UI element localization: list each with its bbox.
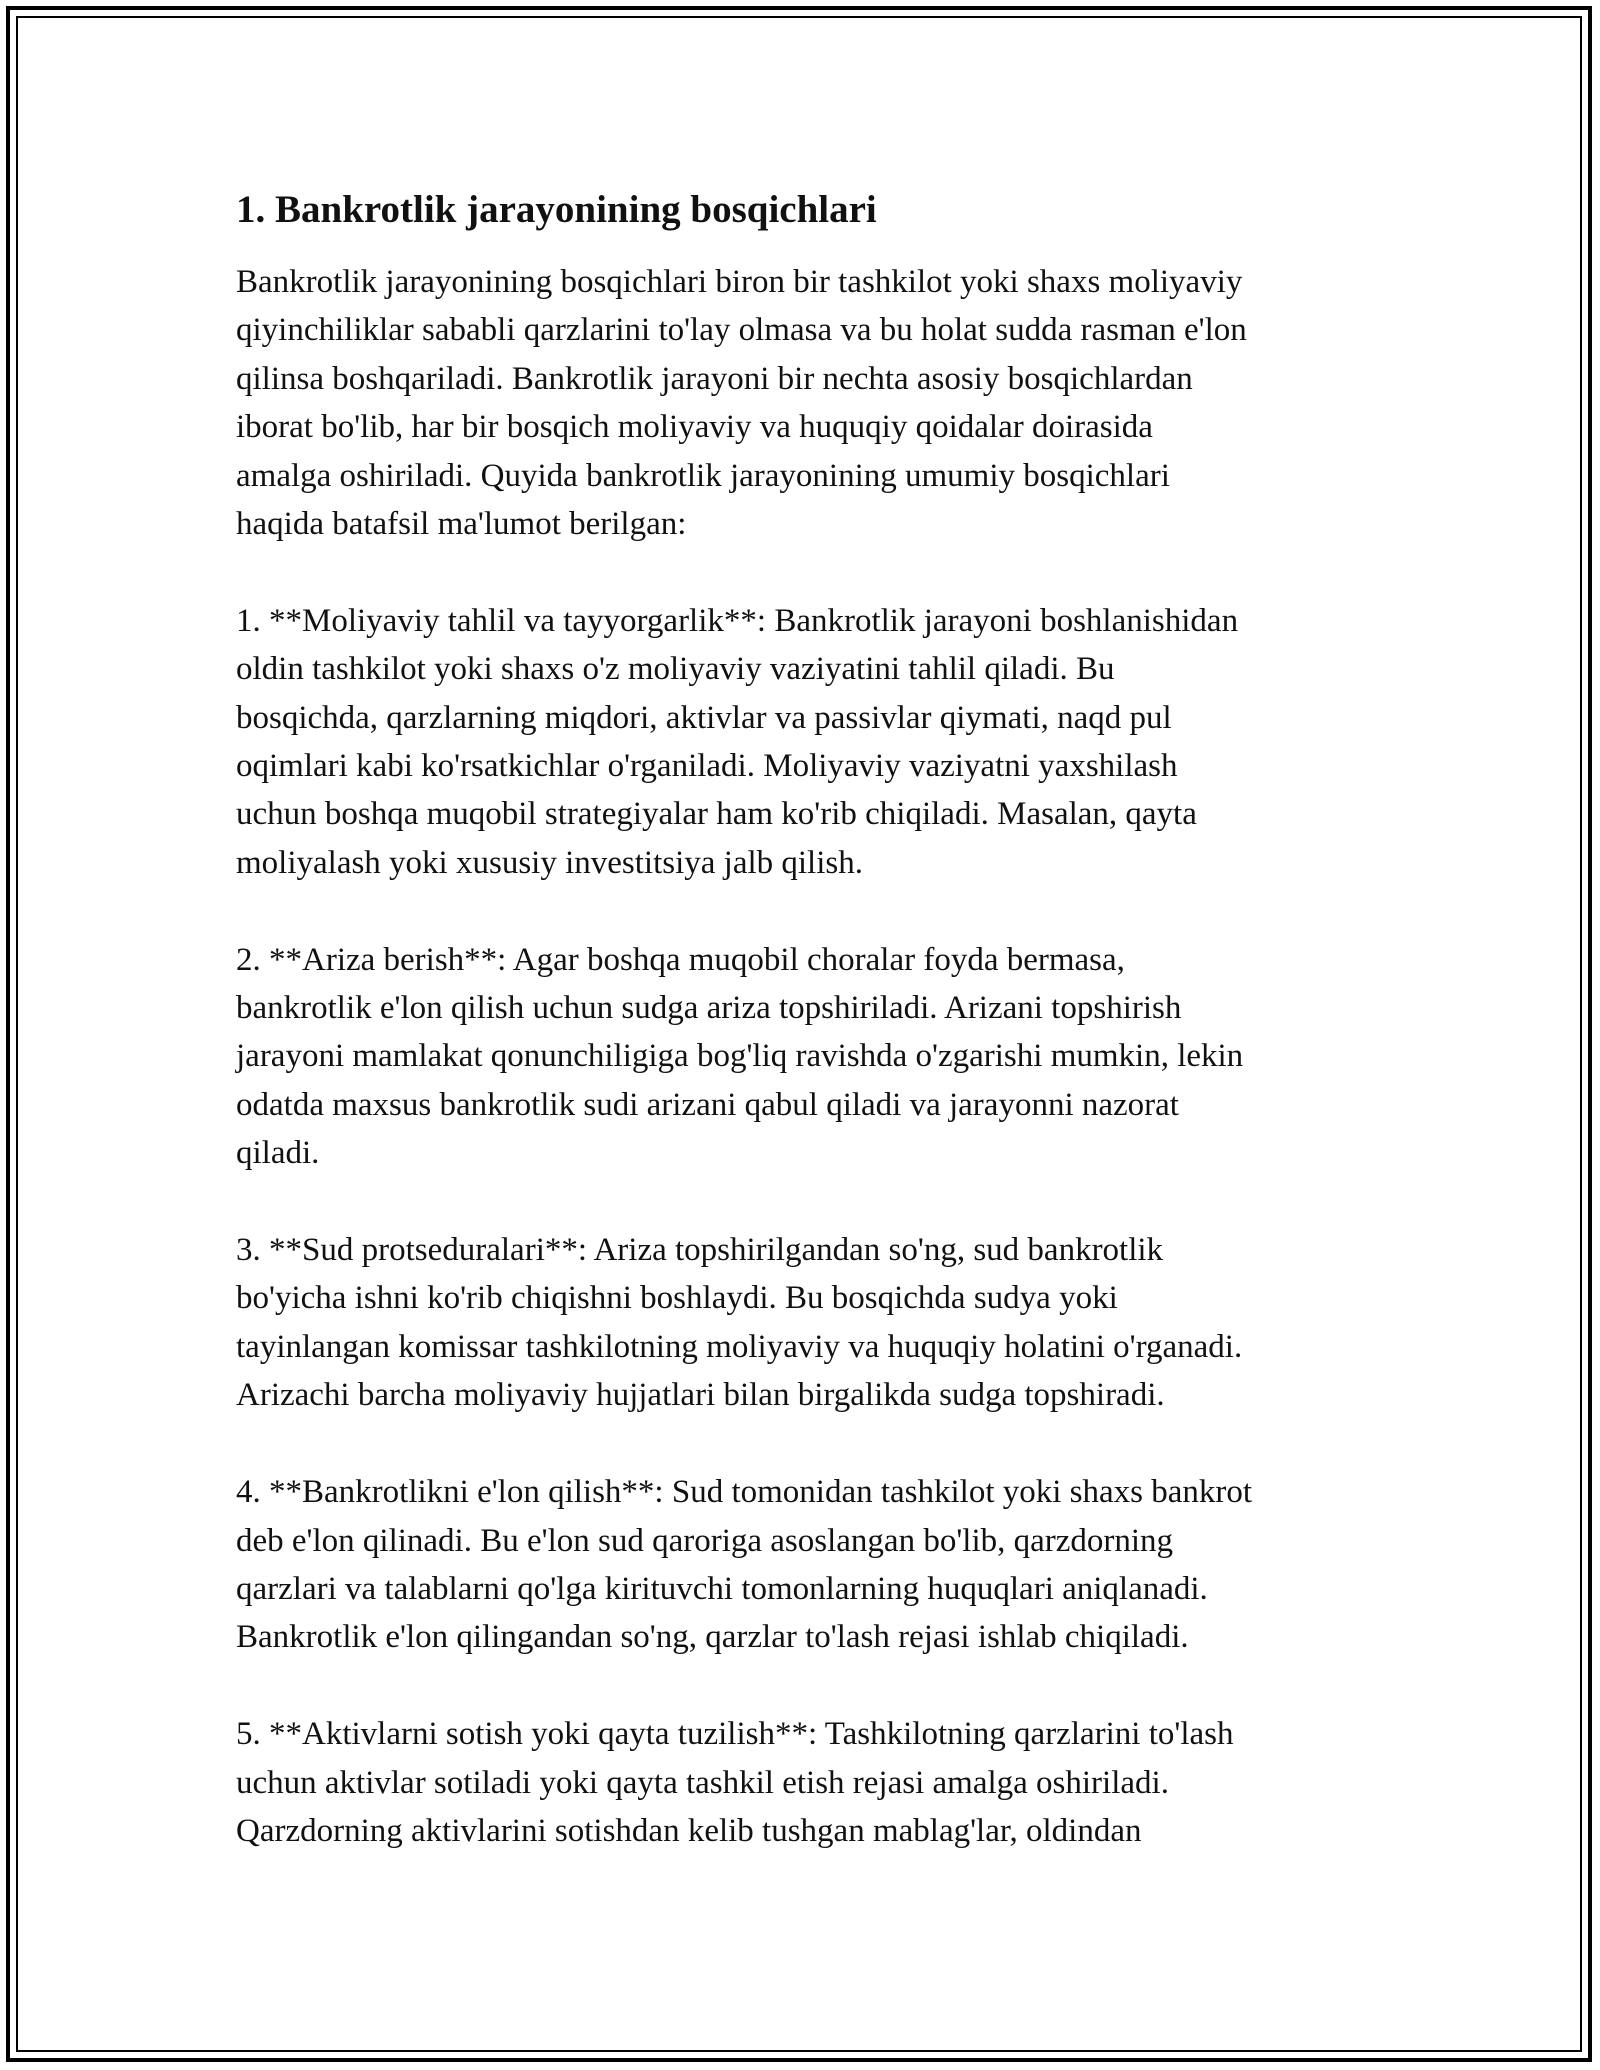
text-line: qilinsa boshqariladi. Bankrotlik jarayoni bir nechta asosiy bosqichlardan	[236, 360, 1193, 397]
text-line: uchun boshqa muqobil strategiyalar ham ko'rib chiqiladi. Masalan, qayta	[236, 796, 1197, 833]
step-5-paragraph	[236, 1710, 1376, 1855]
text-line: oqimlari kabi ko'rsatkichlar o'rganiladi. Moliyaviy vaziyatni yaxshilash	[236, 748, 1178, 785]
text-line: tayinlangan komissar tashkilotning moliyaviy va huquqiy holatini o'rganadi.	[236, 1328, 1243, 1365]
text-line: 1. **Moliyaviy tahlil va tayyorgarlik**: Bankrotlik jarayoni boshlanishidan	[236, 602, 1239, 639]
step-1-paragraph	[236, 597, 1376, 887]
text-line: oldin tashkilot yoki shaxs o'z moliyaviy vaziyatini tahlil qiladi. Bu	[236, 651, 1115, 688]
text-line: haqida batafsil ma'lumot berilgan:	[236, 506, 687, 543]
text-line: 2. **Ariza berish**: Agar boshqa muqobil choralar foyda bermasa,	[236, 941, 1125, 978]
text-line: qiladi.	[236, 1135, 320, 1172]
text-line: uchun aktivlar sotiladi yoki qayta tashkil etish rejasi amalga oshiriladi.	[236, 1764, 1169, 1801]
text-line: jarayoni mamlakat qonunchiligiga bog'liq ravishda o'zgarishi mumkin, lekin	[236, 1038, 1244, 1075]
text-line: bo'yicha ishni ko'rib chiqishni boshlaydi. Bu bosqichda sudya yoki	[236, 1280, 1118, 1317]
step-2-paragraph	[236, 936, 1376, 1178]
text-line: bosqichda, qarzlarning miqdori, aktivlar va passivlar qiymati, naqd pul	[236, 699, 1172, 736]
text-line: 3. **Sud protseduralari**: Ariza topshirilgandan so'ng, sud bankrotlik	[236, 1232, 1164, 1269]
text-line: 5. **Aktivlarni sotish yoki qayta tuzilish**: Tashkilotning qarzlarini to'lash	[236, 1716, 1234, 1753]
text-line: qarzlari va talablarni qo'lga kirituvchi tomonlarning huquqlari aniqlanadi.	[236, 1570, 1208, 1607]
section-heading: 1. Bankrotlik jarayonining bosqichlari	[236, 188, 877, 231]
text-line: odatda maxsus bankrotlik sudi arizani qabul qiladi va jarayonni nazorat	[236, 1086, 1179, 1123]
text-line: moliyalash yoki xususiy investitsiya jalb qilish.	[236, 844, 863, 881]
text-line: iborat bo'lib, har bir bosqich moliyaviy va huquqiy qoidalar doirasida	[236, 409, 1153, 446]
step-4-paragraph	[236, 1468, 1376, 1662]
text-line: amalga oshiriladi. Quyida bankrotlik jarayonining umumiy bosqichlari	[236, 457, 1170, 494]
text-line: qiyinchiliklar sababli qarzlarini to'lay olmasa va bu holat sudda rasman e'lon	[236, 312, 1247, 349]
text-line: bankrotlik e'lon qilish uchun sudga ariza topshiriladi. Arizani topshirish	[236, 990, 1182, 1027]
text-line: Bankrotlik e'lon qilingandan so'ng, qarzlar to'lash rejasi ishlab chiqiladi.	[236, 1619, 1189, 1656]
document-body	[236, 186, 1376, 1904]
intro-paragraph	[236, 258, 1376, 548]
text-line: Bankrotlik jarayonining bosqichlari biron bir tashkilot yoki shaxs moliyaviy	[236, 264, 1243, 300]
step-3-paragraph	[236, 1226, 1376, 1420]
text-line: deb e'lon qilinadi. Bu e'lon sud qaroriga asoslangan bo'lib, qarzdorning	[236, 1522, 1174, 1559]
text-line: 4. **Bankrotlikni e'lon qilish**: Sud tomonidan tashkilot yoki shaxs bankrot	[236, 1474, 1253, 1511]
text-line: Qarzdorning aktivlarini sotishdan kelib tushgan mablag'lar, oldindan	[236, 1812, 1142, 1849]
text-line: Arizachi barcha moliyaviy hujjatlari bilan birgalikda sudga topshiradi.	[236, 1377, 1165, 1414]
